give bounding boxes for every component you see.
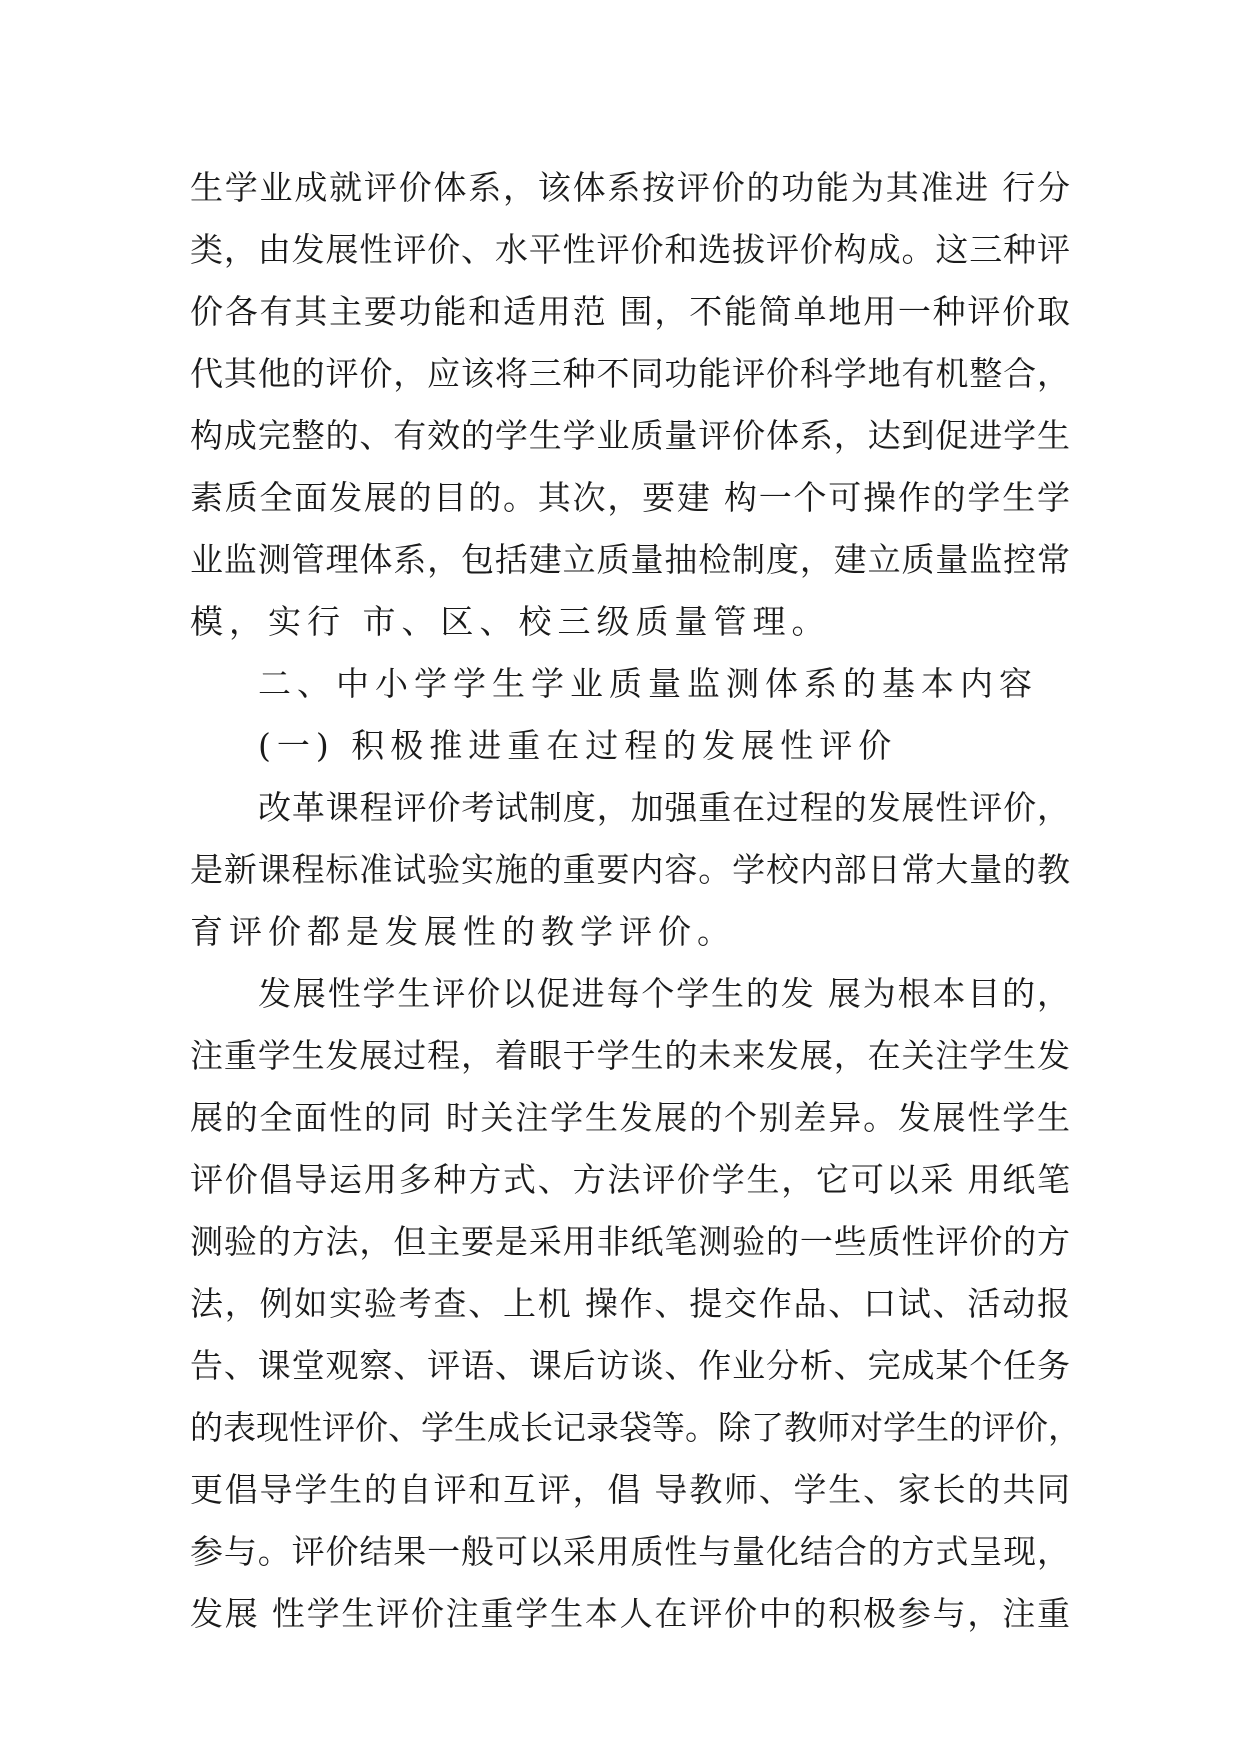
text-line-8: 模，实行 市、区、校三级质量管理。 <box>190 602 831 641</box>
text-line-3: 价各有其主要功能和适用范 围，不能简单地用一种评价取 <box>190 292 1070 331</box>
text-line-7: 业监测管理体系，包括建立质量抽检制度，建立质量监控常 <box>190 540 1070 579</box>
text-line-15: 注重学生发展过程，着眼于学生的未来发展，在关注学生发 <box>190 1036 1070 1075</box>
text-line-24: 发展 性学生评价注重学生本人在评价中的积极参与，注重 <box>190 1594 1070 1633</box>
text-line-2: 类，由发展性评价、水平性评价和选拔评价构成。这三种评 <box>190 230 1070 269</box>
text-line-12: 是新课程标准试验实施的重要内容。学校内部日常大量的教 <box>190 850 1070 889</box>
text-line-1: 生学业成就评价体系，该体系按评价的功能为其准进 行分 <box>190 168 1070 207</box>
text-line-21: 的表现性评价、学生成长记录袋等。除了教师对学生的评价， <box>190 1408 1081 1447</box>
text-line-6: 素质全面发展的目的。其次，要建 构一个可操作的学生学 <box>190 478 1070 517</box>
text-line-4: 代其他的评价，应该将三种不同功能评价科学地有机整合， <box>190 354 1070 393</box>
text-line-19: 法，例如实验考查、上机 操作、提交作品、口试、活动报 <box>190 1284 1070 1323</box>
section-heading: 二、中小学学生学业质量监测体系的基本内容 <box>258 664 1038 703</box>
text-line-13: 育评价都是发展性的教学评价。 <box>190 912 736 951</box>
subsection-heading: (一) 积极推进重在过程的发展性评价 <box>258 726 898 765</box>
text-line-18: 测验的方法，但主要是采用非纸笔测验的一些质性评价的方 <box>190 1222 1070 1261</box>
text-line-16: 展的全面性的同 时关注学生发展的个别差异。发展性学生 <box>190 1098 1070 1137</box>
text-line-11: 改革课程评价考试制度，加强重在过程的发展性评价， <box>258 788 1070 827</box>
text-line-22: 更倡导学生的自评和互评，倡 导教师、学生、家长的共同 <box>190 1470 1070 1509</box>
text-line-17: 评价倡导运用多种方式、方法评价学生，它可以采 用纸笔 <box>190 1160 1070 1199</box>
text-line-20: 告、课堂观察、评语、课后访谈、作业分析、完成某个任务 <box>190 1346 1070 1385</box>
text-line-5: 构成完整的、有效的学生学业质量评价体系，达到促进学生 <box>190 416 1070 455</box>
text-line-14: 发展性学生评价以促进每个学生的发 展为根本目的， <box>258 974 1070 1013</box>
text-line-23: 参与。评价结果一般可以采用质性与量化结合的方式呈现， <box>190 1532 1070 1571</box>
